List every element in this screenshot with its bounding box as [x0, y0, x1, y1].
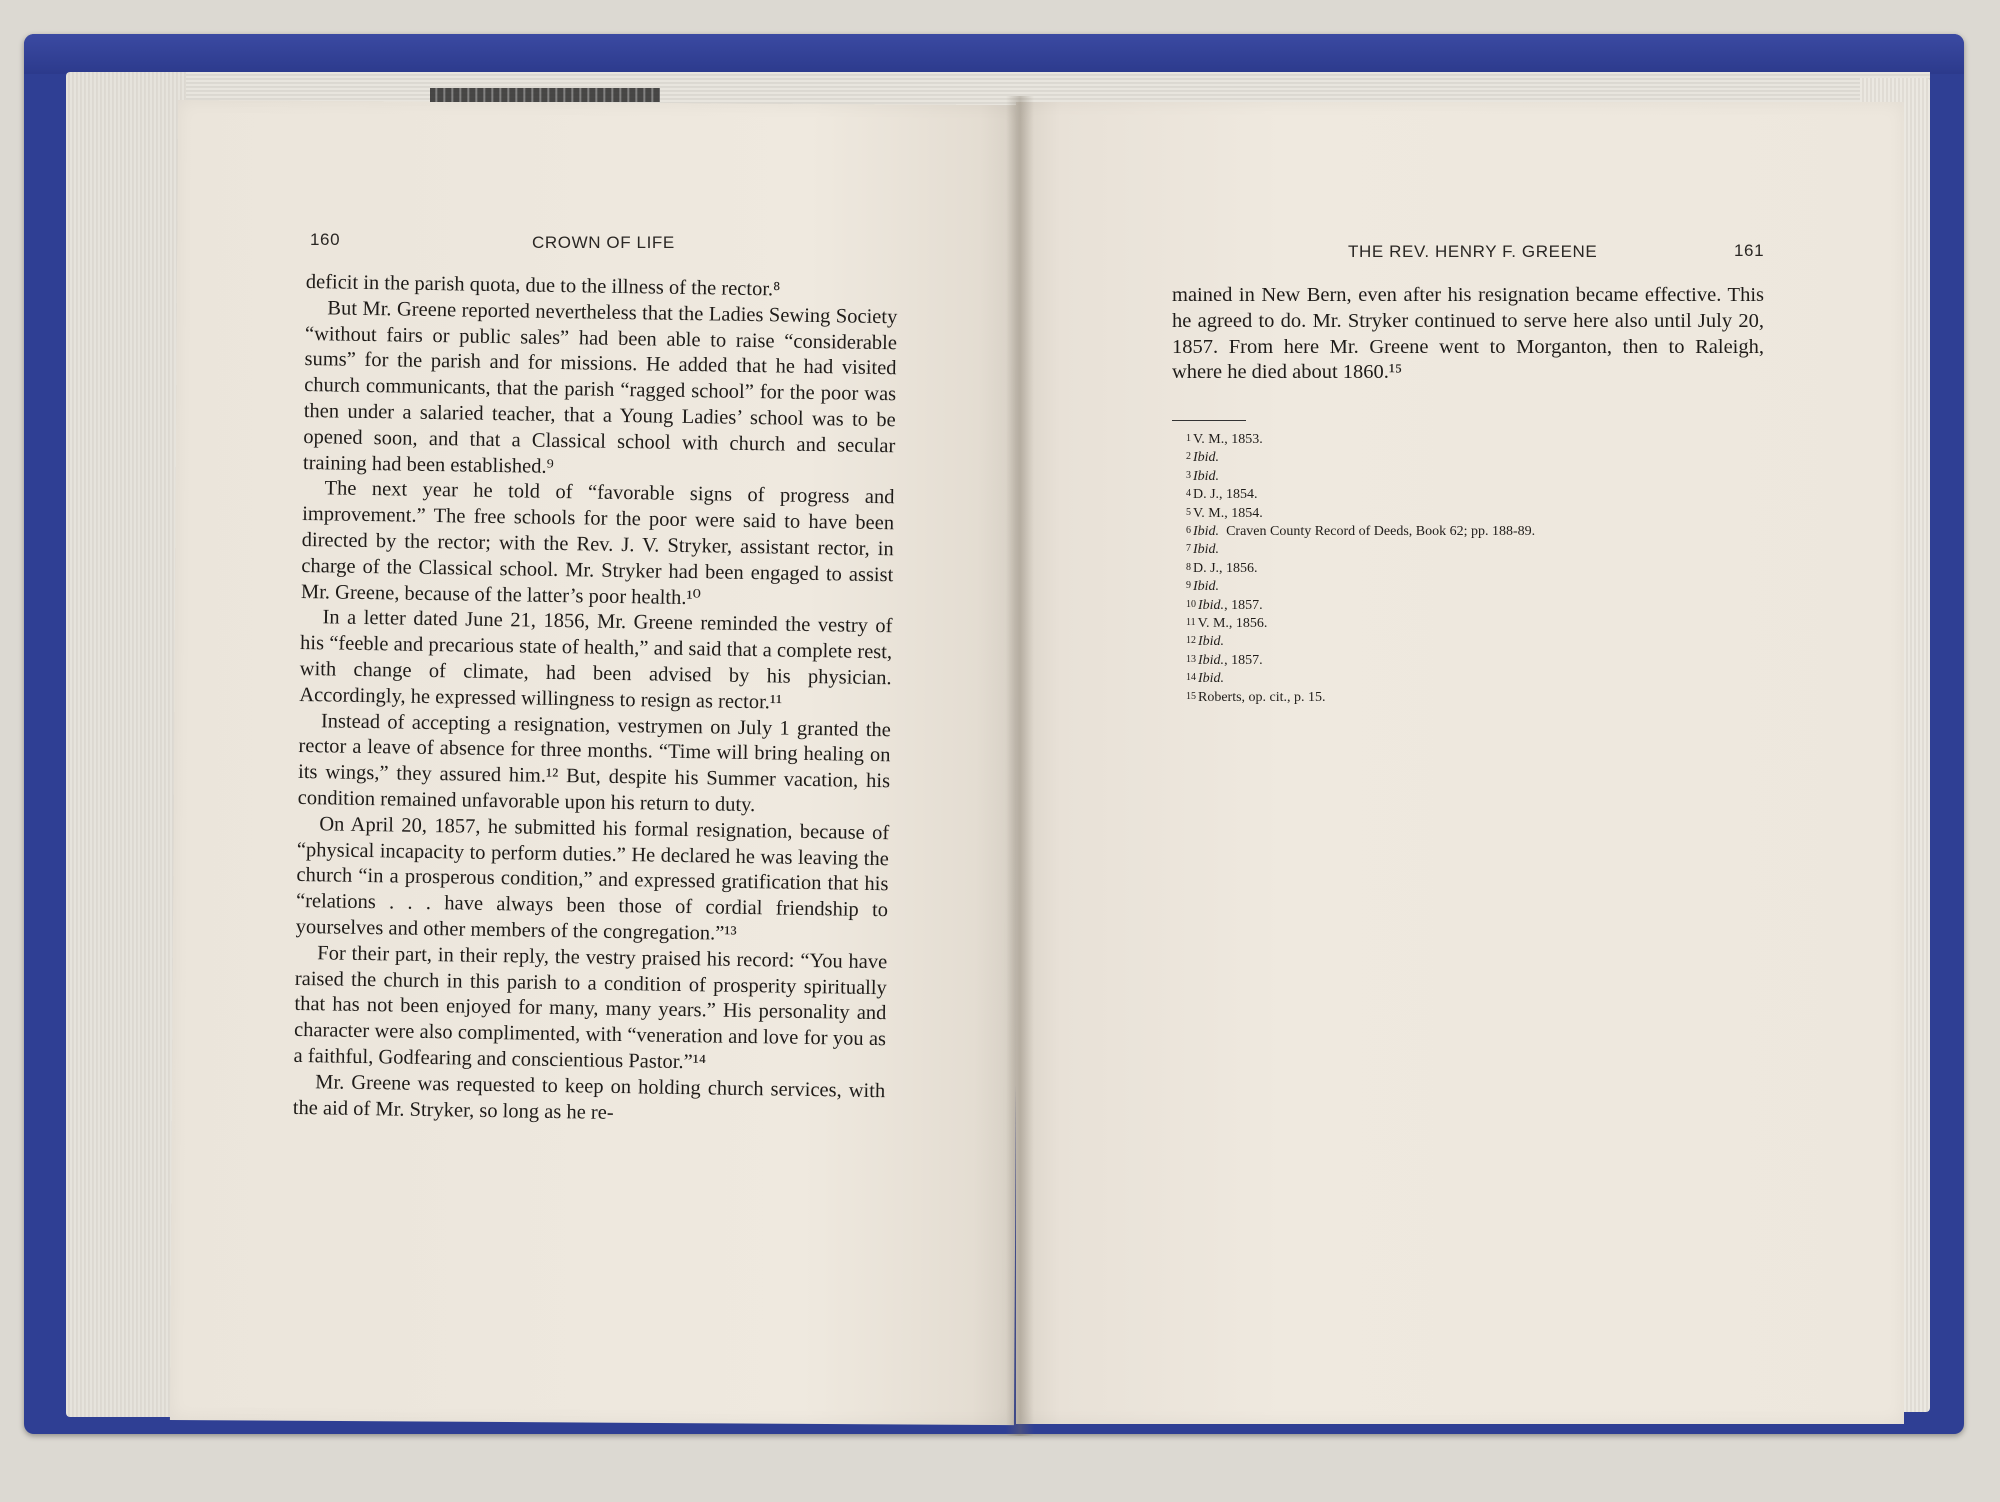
footnote	[1186, 614, 1535, 632]
footnote	[1186, 559, 1535, 577]
left-running-head: CROWN OF LIFE	[532, 233, 675, 252]
footnote-text: D. J., 1856.	[1193, 560, 1258, 576]
footnote	[1186, 522, 1535, 540]
paragraph: Instead of accepting a resignation, vestrymen on July 1 granted the rector a leave of absence for three months. “Time will bring healing on its wings,” they assured him.¹² But, despite his Summer vacation, his condition remained unfavorable upon his return to duty.	[297, 709, 892, 817]
footnotes	[1186, 430, 1535, 706]
paragraph: For their part, in their reply, the vestry praised his record: “You have raised the church in this parish to a condition of prosperity spiritually that has not been enjoyed for many, many years.” His personality and character were also complimented, with “veneration and love for you as a faithful, Godfearing and conscientious Pastor.”¹⁴	[293, 941, 888, 1074]
footnote-ibid: Ibid.	[1198, 634, 1225, 650]
footnote-text: V. M., 1856.	[1197, 616, 1268, 632]
footnote-text: V. M., 1854.	[1193, 505, 1263, 521]
right-page-body	[1172, 283, 1764, 386]
footnote-number: 8	[1186, 561, 1191, 573]
footnote-text: D. J., 1854.	[1193, 487, 1258, 503]
right-page-number: 161	[1734, 241, 1765, 260]
paragraph: deficit in the parish quota, due to the illness of the rector.⁸	[305, 270, 781, 301]
footnote-number: 10	[1186, 598, 1196, 610]
footnote-text: , 1857.	[1224, 652, 1263, 668]
footnote-number: 14	[1186, 672, 1196, 684]
footnote-ibid: Ibid.	[1193, 524, 1220, 540]
left-page-number: 160	[310, 230, 341, 249]
footnote-text: V. M., 1853.	[1193, 432, 1263, 447]
footnote	[1186, 577, 1535, 595]
footnote-number: 7	[1186, 543, 1191, 555]
paragraph: mained in New Bern, even after his resignation became effective. This he agreed to do. Mr. Stryker continued to serve here also until July 20, 1857. From here Mr. Greene went to Morganton, then to Raleigh, where he died about 1860.¹⁵	[1172, 284, 1764, 384]
footnote-number: 3	[1186, 469, 1191, 481]
footnote-ibid: Ibid.	[1198, 652, 1225, 668]
footnote-ibid: Ibid.	[1198, 671, 1225, 687]
footnote	[1186, 485, 1535, 503]
footnote	[1186, 669, 1535, 687]
paragraph: But Mr. Greene reported nevertheless that the Ladies Sewing Society “without fairs or public sales” had been able to raise “considerable sums” for the parish and for missions. He added that he had visited church communicants, that the parish “ragged school” for the poor was then under a salaried teacher, that a Young Ladies’ school was to be opened soon, and that a Classical school with church and secular training had been established.⁹	[302, 297, 898, 478]
paragraph: Mr. Greene was requested to keep on holding church services, with the aid of Mr. Stryker, so long as he re-	[292, 1070, 886, 1124]
book-spine-top	[24, 34, 1964, 74]
footnote-ibid: Ibid.	[1193, 542, 1220, 558]
footnote-number: 6	[1186, 525, 1191, 537]
left-page-body	[293, 270, 898, 1130]
footnote-text: , 1857.	[1224, 597, 1263, 613]
paragraph: The next year he told of “favorable signs of progress and improvement.” The free schools for the poor were said to have been directed by the rector; with the Rev. J. V. Stryker, assistant rector, in charge of the Classical school. Mr. Stryker had been engaged to assist Mr. Greene, because of the latter’s poor health.¹⁰	[300, 477, 895, 609]
page-edges-left	[66, 72, 186, 1417]
footnote	[1186, 540, 1535, 558]
footnote	[1186, 596, 1535, 614]
bleed-through-stamp	[430, 88, 660, 102]
footnote-number: 9	[1186, 580, 1191, 592]
footnote-ibid: Ibid.	[1193, 468, 1220, 484]
paragraph: In a letter dated June 21, 1856, Mr. Greene reminded the vestry of his “feeble and precarious state of health,” and said that a complete rest, with change of climate, had been advised by his physician. Accordingly, he expressed willingness to resign as rector.¹¹	[299, 606, 893, 714]
footnote	[1186, 688, 1535, 706]
paragraph: On April 20, 1857, he submitted his formal resignation, because of “physical incapacity to perform duties.” He declared he was leaving the church “in a prosperous condition,” and expressed gratification that his “relations . . . have always been those of cordial friendship to yourselves and other members of the congregation.”¹³	[295, 813, 890, 945]
footnote-ibid: Ibid.	[1193, 450, 1220, 466]
footnote-number: 5	[1186, 506, 1191, 518]
footnote	[1186, 430, 1535, 448]
right-running-head: THE REV. HENRY F. GREENE	[1348, 242, 1598, 261]
footnote-number: 12	[1186, 635, 1196, 647]
footnote-number: 15	[1186, 690, 1196, 702]
footnote-ibid: Ibid.	[1198, 597, 1225, 613]
footnote	[1186, 504, 1535, 522]
footnote-number: 1	[1186, 433, 1191, 444]
footnote-number: 2	[1186, 451, 1191, 463]
footnote-ibid: Ibid.	[1193, 579, 1220, 595]
footnote	[1186, 467, 1535, 485]
footnote-number: 11	[1186, 617, 1196, 629]
footnote	[1186, 651, 1535, 669]
footnote	[1186, 448, 1535, 466]
book-gutter	[1006, 96, 1034, 1436]
footnote-number: 4	[1186, 488, 1191, 500]
footnote	[1186, 632, 1535, 650]
footnote-rule	[1172, 420, 1246, 421]
footnote-text: Craven County Record of Deeds, Book 62; pp. 188-89.	[1219, 524, 1536, 540]
footnote-number: 13	[1186, 653, 1196, 665]
footnote-text: Roberts, op. cit., p. 15.	[1198, 689, 1326, 705]
